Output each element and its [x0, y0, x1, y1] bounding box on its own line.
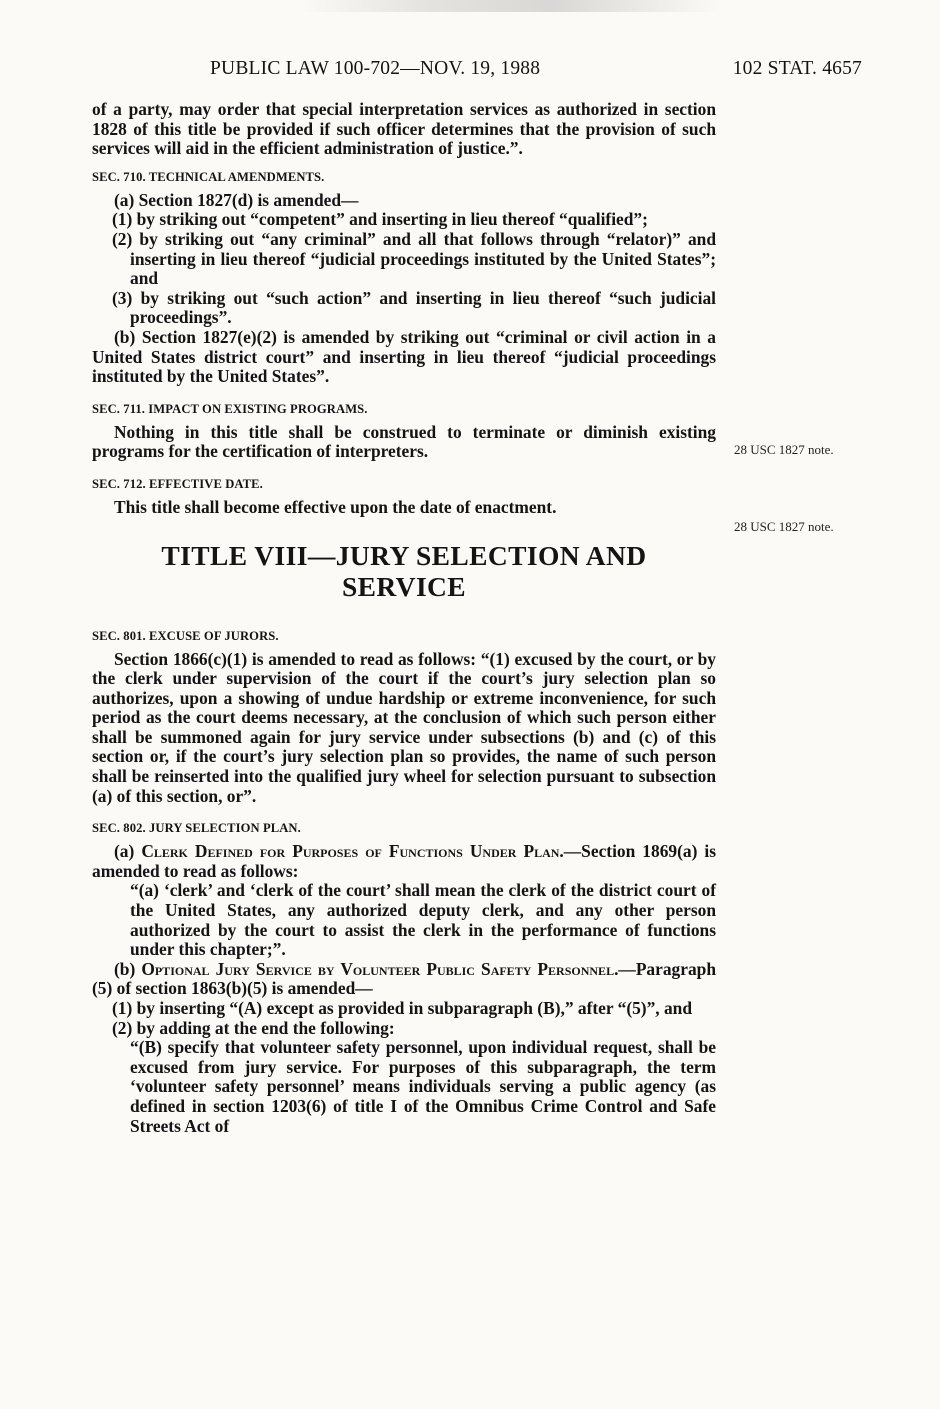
sec-710-a-2: (2) by striking out “any criminal” and all that follows through “relator)” and inserting in lieu thereof “judicial proceedings instituted by the United States”; and: [112, 228, 716, 289]
sec-802-b-caption: Optional Jury Service by Volunteer Public Safety Personnel.: [141, 958, 619, 979]
sec-802-b-rest: —Paragraph (5) of section 1863(b)(5) is amended—: [92, 958, 716, 999]
title-viii-heading: [92, 540, 716, 602]
sec-710-a-1: (1) by striking out “competent” and inserting in lieu thereof “qualified”;: [112, 209, 648, 230]
sec-712-text: This title shall become effective upon the date of enactment.: [114, 496, 557, 517]
margin-note-sec-712: 28 USC 1827 note.: [734, 519, 834, 534]
sec-710-a-intro: (a) Section 1827(d) is amended—: [114, 189, 359, 210]
sec-801-heading: SEC. 801. EXCUSE OF JURORS.: [92, 628, 279, 643]
header-public-law: PUBLIC LAW 100-702—NOV. 19, 1988: [210, 58, 541, 79]
title-viii-line-2: SERVICE: [341, 570, 467, 602]
margin-note-sec-711: 28 USC 1827 note.: [734, 442, 834, 457]
sec-802-a-label: (a): [114, 841, 142, 862]
sec-710-heading: SEC. 710. TECHNICAL AMENDMENTS.: [92, 169, 325, 184]
sec-712-heading: SEC. 712. EFFECTIVE DATE.: [92, 476, 263, 491]
sec-710-b: (b) Section 1827(e)(2) is amended by striking out “criminal or civil action in a United States district court” and inserting in lieu thereof “judicial proceedings instituted by the United States”.: [92, 326, 716, 387]
sec-711-text: Nothing in this title shall be construed to terminate or diminish existing programs for the certification of interpreters.: [92, 421, 716, 462]
document-body: [92, 100, 716, 1136]
header-stat-page: 102 STAT. 4657: [732, 58, 862, 79]
sec-802-b-label: (b): [114, 958, 142, 979]
scan-artifact: [300, 0, 720, 12]
sec-802-b-2: (2) by adding at the end the following:: [112, 1017, 395, 1038]
sec-802-a-caption: Clerk Defined for Purposes of Functions Under Plan.: [141, 841, 564, 862]
sec-802-b-1: (1) by inserting “(A) except as provided in subparagraph (B),” after “(5)”, and: [112, 998, 693, 1018]
sec-802-a-rest: —Section 1869(a) is amended to read as follows:: [92, 841, 716, 881]
page-header: [92, 58, 862, 86]
sec-802-heading: SEC. 802. JURY SELECTION PLAN.: [92, 821, 301, 836]
sec-801-text: Section 1866(c)(1) is amended to read as follows: “(1) excused by the court, or by the clerk under supervision of the court if the court’s jury selection plan so authorizes, upon a showing of undue hardship or extreme inconvenience, for such period as the court deems necessary, at the conclusion of which such person either shall be summoned again for jury service under subsections (b) and (c) of this section or, if the court’s jury selection plan so provides, the name of such person shall be reinserted into the qualified jury wheel for selection pursuant to subsection (a) of this section, or”.: [92, 648, 716, 806]
sec-802-a-quote: “(a) ‘clerk’ and ‘clerk of the court’ shall mean the clerk of the district court of the United States, any authorized deputy clerk, and any other person authorized by the court to assist the clerk in the performance of functions under this chapter;”.: [130, 880, 716, 960]
title-viii-line-1: TITLE VIII—JURY SELECTION AND: [161, 539, 647, 571]
sec-711-heading: SEC. 711. IMPACT ON EXISTING PROGRAMS.: [92, 401, 368, 416]
sec-710-a-3: (3) by striking out “such action” and inserting in lieu thereof “such judicial proceedings”.: [112, 287, 716, 328]
continuation-paragraph: of a party, may order that special interpretation services as authorized in section 1828 of this title be provided if such officer determines that the provision of such services will aid in the efficient administration of justice.”.: [92, 99, 716, 159]
sec-802-a: [92, 842, 716, 881]
sec-802-b: [92, 960, 716, 999]
sec-802-b-quote: “(B) specify that volunteer safety personnel, upon individual request, shall be excused from jury service. For purposes of this subparagraph, the term ‘volunteer safety personnel’ means individuals serving a public agency (as defined in section 1203(6) of title I of the Omnibus Crime Control and Safe Streets Act of: [130, 1037, 716, 1136]
